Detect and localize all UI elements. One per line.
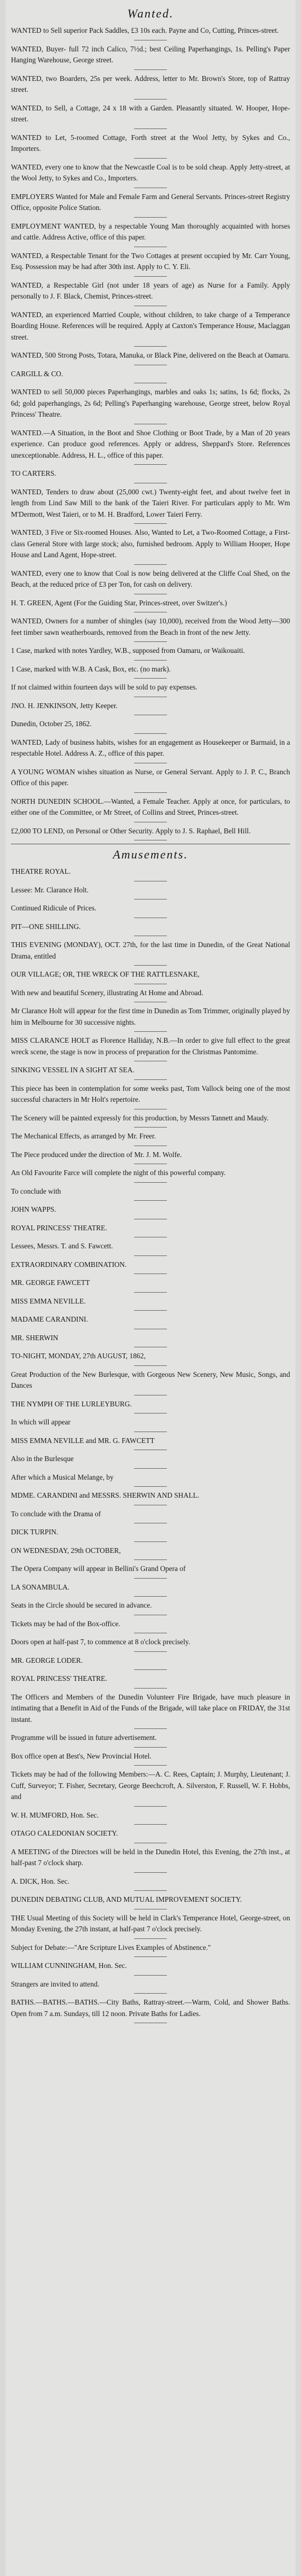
advertisement: CARGILL & CO.	[11, 369, 63, 378]
advertisement: DUNEDIN DEBATING CLUB, AND MUTUAL IMPROVEMENT SOCIETY.	[11, 1895, 242, 1903]
advertisement: MADAME CARANDINI.	[11, 1315, 88, 1323]
advertisement: WANTED, Buyer- full 72 inch Calico, 7½d.; best Ceiling Paperhangings, 1s. Pelling's Paper Hanging Warehouse, George street.	[11, 44, 290, 64]
advertisement: TO CARTERS.	[11, 469, 56, 477]
ad-separator	[134, 1596, 167, 1597]
ad-separator	[134, 1541, 167, 1542]
ad-separator	[134, 1872, 167, 1873]
advertisement: THEATRE ROYAL.	[11, 867, 71, 875]
advertisement: THE Usual Meeting of this Society will be held in Clark's Temperance Hotel, George-street, on Monday Evening, the 27th instant, at half-past 7 o'clock precisely.	[11, 1913, 290, 1933]
advertisement: WANTED to Let, 5-roomed Cottage, Forth street at the Wool Jetty, by Sykes and Co., Importers.	[11, 133, 290, 153]
advertisement: 1 Case, marked with W.B. A Cask, Box, etc. (no mark).	[11, 664, 171, 673]
advertisement: The Mechanical Effects, as arranged by Mr. Freer.	[11, 1132, 156, 1140]
advertisement: Tickets may be had of the following Members:—A. C. Rees, Captain; J. Murphy, Lieutenant; J. Cuff, Surveyor; T. Fisher, Secretary, George Beechcroft, A. Silverston, F. Russell, W. F. Hobbs, and	[11, 1770, 290, 1801]
advertisement: WANTED to Sell superior Pack Saddles, £3 10s each. Payne and Co, Cutting, Princes-street.	[11, 26, 279, 34]
advertisement: JOHN WAPPS.	[11, 1205, 56, 1213]
advertisement: This piece has been in contemplation for some weeks past, Tom Vallock being one of the most successful characters in Mr Holt's repertoire.	[11, 1084, 290, 1103]
newspaper-page	[5, 0, 296, 2576]
advertisement: With new and beautiful Scenery, illustrating At Home and Abroad.	[11, 988, 204, 997]
ad-separator	[134, 1728, 167, 1729]
advertisement: MISS EMMA NEVILLE.	[11, 1296, 86, 1305]
ad-separator	[134, 1890, 167, 1891]
advertisement: WANTED, every one to know that Coal is now being delivered at the Cliffe Coal Shed, on the Beach, at the reduced price of £3 per Ton, for cash on delivery.	[11, 569, 290, 588]
ad-separator	[134, 1651, 167, 1652]
advertisement: EXTRAORDINARY COMBINATION.	[11, 1260, 127, 1269]
ad-separator	[134, 1310, 167, 1311]
advertisement: WANTED, 500 Strong Posts, Totara, Manuka, or Black Pine, delivered on the Beach at Oamaru.	[11, 351, 290, 359]
advertisement: A MEETING of the Directors will be held in the Dunedin Hotel, this Evening, the 27th inst., at half-past 7 o'clock sharp.	[11, 1847, 290, 1867]
advertisement: MR. SHERWIN	[11, 1333, 59, 1342]
advertisement: £2,000 TO LEND, on Personal or Other Security. Apply to J. S. Raphael, Bell Hill.	[11, 826, 251, 835]
advertisement: MDME. CARANDINI and MESSRS. SHERWIN AND SHALL.	[11, 1491, 199, 1499]
advertisement: EMPLOYERS Wanted for Male and Female Farm and General Servants. Princes-street Registry Office, opposite Police Station.	[11, 192, 290, 212]
amusements-heading: Amusements.	[113, 848, 188, 861]
advertisement: Continued Ridicule of Prices.	[11, 904, 97, 912]
advertisement: WANTED, a Respectable Tenant for the Two Cottages at present occupied by Mr. Carr Young, Esq. Possession may be had after 30th inst. Apply to C. Y. Eli.	[11, 251, 290, 271]
advertisement: WANTED, Lady of business habits, wishes for an engagement as Housekeeper or Barmaid, in a respectable Hotel. Address A. Z., office of this paper.	[11, 738, 290, 757]
advertisement: Lessees, Messrs. T. and S. Fawcett.	[11, 1242, 113, 1250]
advertisement: A YOUNG WOMAN wishes situation as Nurse, or General Servant. Apply to J. P. C., Branch Office of this paper.	[11, 767, 290, 787]
ad-separator	[134, 1806, 167, 1807]
ad-separator	[134, 464, 167, 465]
ad-separator	[134, 564, 167, 565]
advertisement: Lessee: Mr. Clarance Holt.	[11, 885, 89, 894]
advertisement: ON WEDNESDAY, 29th OCTOBER,	[11, 1546, 121, 1555]
advertisement: Also in the Burlesque	[11, 1455, 74, 1463]
ad-separator	[134, 1688, 167, 1689]
advertisement: WANTED.—A Situation, in the Boot and Shoe Clothing or Boot Trade, by a Man of 20 years experience. Can produce good references. Apply or address, Sheppard's Store. References unexceptionable. Address, H. L., office of this paper.	[11, 428, 290, 459]
ad-separator	[134, 1079, 167, 1080]
advertisement: In which will appear	[11, 1418, 71, 1426]
advertisement: To conclude with	[11, 1187, 61, 1195]
advertisement: EMPLOYMENT WANTED, by a respectable Young Man thoroughly acquainted with horses and cattle. Address Active, office of this paper.	[11, 221, 290, 241]
ad-separator	[134, 733, 167, 734]
advertisement: The Scenery will be painted expressly for this production, by Messrs Tannett and Maudy.	[11, 1113, 269, 1122]
ad-separator	[134, 128, 167, 129]
advertisement: THE NYMPH OF THE LURLEYBURG.	[11, 1399, 132, 1408]
ad-separator	[134, 1975, 167, 1976]
advertisement: Subject for Debate:—"Are Scripture Lives Examples of Abstinence."	[11, 1943, 211, 1952]
ad-separator	[134, 523, 167, 524]
advertisement: Dunedin, October 25, 1862.	[11, 720, 92, 728]
advertisement: WANTED, to Sell, a Cottage, 24 x 18 with a Garden. Pleasantly situated. W. Hooper, Hope-street.	[11, 103, 290, 123]
ad-separator	[134, 1127, 167, 1128]
advertisement: The Piece produced under the direction of Mr. J. M. Wolfe.	[11, 1150, 182, 1159]
ad-separator	[134, 217, 167, 218]
advertisement: WANTED to sell 50,000 pieces Paperhangings, marbles and oaks 1s; satins, 1s 6d; flocks, 2s 6d; gold paperhangings, 2s 6d; Pelling's Paperhanging warehouse, George street, below Royal Princess' Theatre.	[11, 388, 290, 418]
advertisement: WANTED, Owners for a number of shingles (say 10,000), received from the Wood Jetty—300 feet timber sawn weatherboards, removed from the Beach in front of the new Jetty.	[11, 617, 290, 636]
advertisement: JNO. H. JENKINSON, Jetty Keeper.	[11, 701, 118, 710]
ad-separator	[134, 1468, 167, 1469]
ad-separator	[134, 1292, 167, 1293]
advertisement: OUR VILLAGE; OR, THE WRECK OF THE RATTLESNAKE,	[11, 970, 200, 978]
advertisement: LA SONAMBULA.	[11, 1582, 70, 1591]
advertisement: PIT—ONE SHILLING.	[11, 922, 81, 931]
ad-separator	[134, 99, 167, 100]
advertisement: Tickets may be had of the Box-office.	[11, 1619, 120, 1628]
advertisement: MR. GEORGE FAWCETT	[11, 1278, 90, 1287]
advertisement: Seats in the Circle should be secured in advance.	[11, 1601, 152, 1609]
ad-separator	[134, 660, 167, 661]
ad-separator	[134, 1993, 167, 1994]
advertisement: ROYAL PRINCESS' THEATRE.	[11, 1674, 107, 1683]
advertisement: MISS CLARANCE HOLT as Florence Halliday, N.B.—In order to give full effect to the great wreck scene, the stage is now in process of preparation for the Christmas Pantomime.	[11, 1036, 290, 1056]
advertisement: TO-NIGHT, MONDAY, 27th AUGUST, 1862,	[11, 1352, 146, 1360]
ad-separator	[134, 1486, 167, 1487]
wanted-column	[11, 25, 290, 840]
advertisement: After which a Musical Melange, by	[11, 1473, 114, 1481]
ad-separator	[134, 69, 167, 70]
ad-separator	[134, 1956, 167, 1957]
advertisement: Great Production of the New Burlesque, with Gorgeous New Scenery, New Music, Songs, and Dances	[11, 1370, 290, 1389]
ad-separator	[134, 1255, 167, 1256]
advertisement: To conclude with the Drama of	[11, 1509, 101, 1518]
ad-separator	[134, 1938, 167, 1939]
advertisement: Programme will be issued in future advertisement.	[11, 1733, 157, 1742]
ad-separator	[134, 346, 167, 347]
advertisement: THIS EVENING (MONDAY), OCT. 27th, for the last time in Dunedin, of the Great National Drama, entitled	[11, 941, 290, 960]
amusements-column	[11, 866, 290, 2023]
advertisement: WANTED, Tenders to draw about (25,000 cwt.) Twenty-eight feet, and about twelve feet in length from Lind Saw Mill to the bank of the Taieri River. For particulars apply to Mr. Wm M'Dermott, West Taieri, or to M. H. Bradford, Lower Taieri Ferry.	[11, 487, 290, 518]
advertisement: BATHS.—BATHS.—BATHS.—City Baths, Rattray-street.—Warm, Cold, and Shower Baths. Open from 7 a.m. Sundays, till 12 noon. Private Baths for Ladies.	[11, 1998, 290, 2018]
advertisement: MISS EMMA NEVILLE and MR. G. FAWCETT	[11, 1436, 155, 1445]
advertisement: Doors open at half-past 7, to commence at 8 o'clock precisely.	[11, 1638, 190, 1646]
advertisement: The Opera Company will appear in Bellini's Grand Opera of	[11, 1564, 186, 1573]
advertisement: H. T. GREEN, Agent (For the Guiding Star, Princes-street, over Switzer's.)	[11, 598, 227, 607]
ad-separator	[134, 1765, 167, 1766]
ad-separator	[134, 641, 167, 642]
ad-separator	[134, 678, 167, 679]
ad-separator	[134, 1559, 167, 1560]
advertisement: 1 Case, marked with notes Yardley, W.B., supposed from Oamaru, or Waikouaiti.	[11, 646, 245, 655]
advertisement: NORTH DUNEDIN SCHOOL.—Wanted, a Female Teacher. Apply at once, for particulars, to either one of the Committee, or Mr Street, of Collins and Street, Princes-street.	[11, 797, 290, 816]
advertisement: Box office open at Best's, New Provincial Hotel.	[11, 1751, 152, 1760]
ad-separator	[134, 1200, 167, 1201]
wanted-heading: Wanted.	[127, 7, 174, 20]
ad-separator	[134, 1747, 167, 1748]
ad-separator	[134, 1365, 167, 1366]
advertisement: OTAGO CALEDONIAN SOCIETY.	[11, 1829, 118, 1837]
ad-separator	[134, 1578, 167, 1579]
advertisement: WANTED, a Respectable Girl (not under 18 years of age) as Nurse for a Family. Apply personally to J. F. Black, Chemist, Princes-street.	[11, 281, 290, 300]
ad-separator	[134, 276, 167, 277]
ad-separator	[134, 1824, 167, 1825]
advertisement: WANTED, an experienced Married Couple, without children, to take charge of a Temperance Boarding House. References will be required. Apply at Caxton's Temperance House, Maclaggan street.	[11, 310, 290, 341]
advertisement: WANTED, 3 Five or Six-roomed Houses. Also, Wanted to Let, a Two-Roomed Cottage, a First-class General Store with large stock; also, furnished bedroom. Apply to William Hooper, Hope House and Land Agent, Hope-street.	[11, 528, 290, 559]
advertisement: ROYAL PRINCESS' THEATRE.	[11, 1223, 107, 1232]
advertisement: SINKING VESSEL IN A SIGHT AT SEA.	[11, 1066, 135, 1074]
ad-separator	[134, 792, 167, 793]
ad-separator	[134, 1031, 167, 1032]
advertisement: Strangers are invited to attend.	[11, 1979, 100, 1988]
advertisement: If not claimed within fourteen days will be sold to pay expenses.	[11, 683, 198, 691]
ad-separator	[134, 158, 167, 159]
advertisement: Mr Clarance Holt will appear for the first time in Dunedin as Tom Trimmer, originally played by him in Melbourne for 30 successive nights.	[11, 1007, 290, 1026]
ad-separator	[134, 965, 167, 966]
advertisement: The Officers and Members of the Dunedin Volunteer Fire Brigade, have much pleasure in intimating that a Benefit in Aid of the Funds of the Brigade, will take place on FRIDAY, the 31st instant.	[11, 1692, 290, 1724]
advertisement: WANTED, every one to know that the Newcastle Coal is to be sold cheap. Apply Jetty-street, at the Wool Jetty, to Sykes and Co., Importers.	[11, 162, 290, 182]
advertisement: An Old Favourite Farce will complete the night of this powerful company.	[11, 1169, 226, 1177]
ad-separator	[134, 1669, 167, 1670]
advertisement: DICK TURPIN.	[11, 1528, 59, 1536]
ad-separator	[134, 1182, 167, 1183]
advertisement: WANTED, two Boarders, 25s per week. Address, letter to Mr. Brown's Store, top of Rattray street.	[11, 74, 290, 94]
advertisement: A. DICK, Hon. Sec.	[11, 1877, 70, 1885]
advertisement: WILLIAM CUNNINGHAM, Hon. Sec.	[11, 1961, 127, 1970]
advertisement: W. H. MUMFORD, Hon. Sec.	[11, 1810, 99, 1819]
advertisement: MR. GEORGE LODER.	[11, 1656, 83, 1664]
